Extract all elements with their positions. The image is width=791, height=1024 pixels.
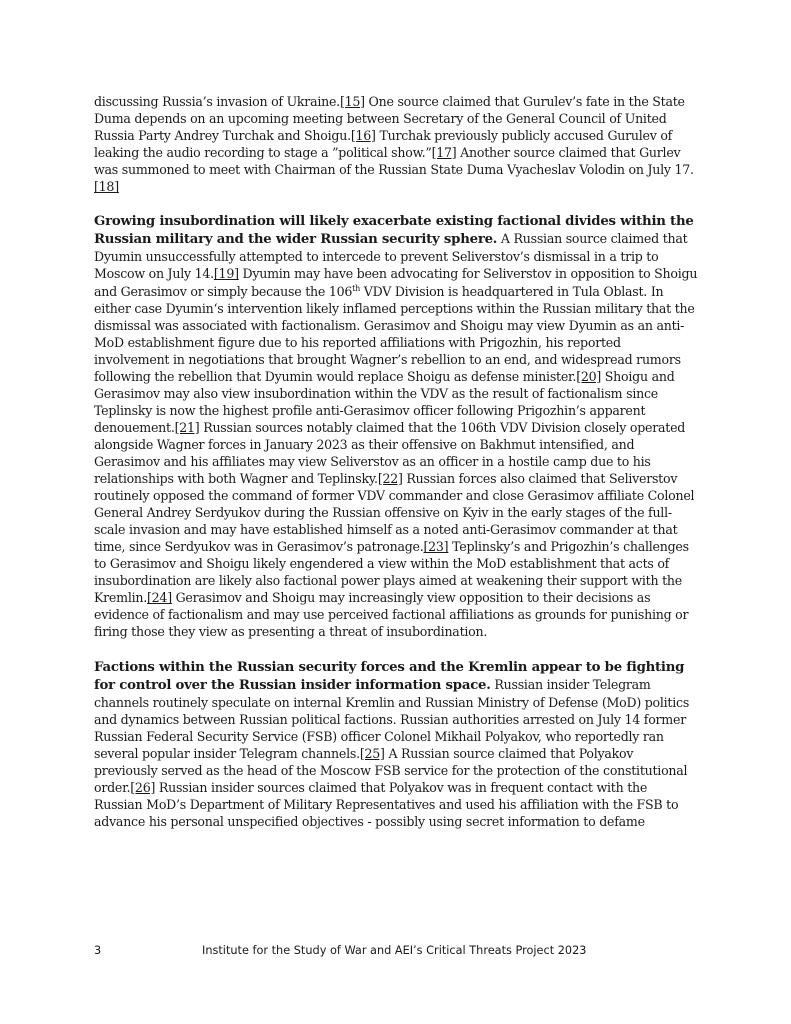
footnote-link[interactable]: [19] — [213, 266, 239, 282]
body-text: A Russian source claimed that Dyumin unsuccessfully attempted to intercede to prevent Seliverstov’s dismissal in a trip to Moscow on July 14. — [94, 231, 688, 282]
footnote-link[interactable]: [16] — [350, 128, 376, 144]
body-text: Russian insider sources claimed that Polyakov was in frequent contact with the Russian MoD’s Department of Military Representatives and used his affiliation with the FSB to advance his personal unspecified objectives - possibly using secret information to defame — [94, 779, 679, 829]
footnote-link[interactable]: [26] — [130, 779, 156, 795]
footnote-link[interactable]: [21] — [174, 419, 200, 435]
document-body — [94, 93, 698, 847]
body-text: One source claimed that Gurulev’s fate in the State Duma depends on an upcoming meeting between Secretary of the General Council of United Russia Party Andrey Turchak and Shoigu. — [94, 94, 685, 144]
footnote-link[interactable]: [15] — [339, 94, 365, 109]
paragraph — [94, 658, 698, 830]
footnote-link[interactable]: [22] — [377, 471, 403, 487]
footnote-link[interactable]: [24] — [147, 590, 172, 606]
paragraph-lead-sentence: Growing insubordination will likely exacerbate existing factional divides within the Russian military and the wider Russian security sphere. — [94, 214, 694, 248]
footnote-link[interactable]: [18] — [94, 179, 119, 195]
footnote-link[interactable]: [23] — [423, 539, 449, 555]
paragraph-lead-sentence: Factions within the Russian security forces and the Kremlin appear to be fighting for control over the Russian insider information space. — [94, 659, 685, 693]
body-text: Teplinsky’s and Prigozhin’s challenges to Gerasimov and Shoigu likely engendered a view within the MoD establishment that acts of insubordination are likely also factional power plays aimed at weakening their support with the Kremlin. — [94, 539, 689, 606]
page-number: 3 — [94, 944, 102, 957]
body-text: A Russian source claimed that Polyakov previously served as the head of the Moscow FSB service for the protection of the constitutional order. — [94, 745, 688, 795]
footnote-link[interactable]: [20] — [576, 368, 602, 384]
paragraph — [94, 93, 698, 195]
body-text: Gerasimov and Shoigu may increasingly view opposition to their decisions as evidence of factionalism and may use perceived factional affiliations as grounds for punishing or firing those they view as presenting a threat of insubordination. — [94, 590, 689, 640]
body-text: Another source claimed that Gurlev was summoned to meet with Chairman of the Russian State Duma Vyacheslav Volodin on July 17. — [94, 145, 694, 178]
body-text: Russian forces also claimed that Seliverstov routinely opposed the command of former VDV commander and close Gerasimov affiliate Colonel General Andrey Serdyukov during the Russian offensive on Kyiv in the early stages of the full-scale invasion and may have established himself as a noted anti-Gerasimov commander at that time, since Serdyukov was in Gerasimov’s patronage. — [94, 471, 695, 555]
footer-organization: Institute for the Study of War and AEI’s Critical Threats Project 2023 — [202, 944, 587, 957]
body-text: Russian insider Telegram channels routinely speculate on internal Kremlin and Russian Ministry of Defense (MoD) politics and dynamics between Russian political factions. Russian authorities arrested on July 14 former Russian Federal Security Service (FSB) officer Colonel Mikhail Polyakov, who reportedly ran several popular insider Telegram channels. — [94, 676, 690, 761]
body-text: Dyumin may have been advocating for Seliverstov in opposition to Shoigu and Gerasimov or simply because the 106 — [94, 266, 698, 299]
footnote-link[interactable]: [25] — [359, 745, 385, 761]
ordinal-superscript: th — [352, 283, 361, 293]
body-text: discussing Russia’s invasion of Ukraine. — [94, 94, 340, 109]
body-text: Shoigu and Gerasimov may also view insubordination within the VDV as the result of factionalism since Teplinsky is now the highest profile anti-Gerasimov officer following Prigozhin’s apparent denouement. — [94, 368, 675, 435]
body-text: VDV Division is headquartered in Tula Oblast. In either case Dyumin‘s intervention likely inflamed perceptions within the Russian military that the dismissal was associated with factionalism. Gerasimov and Shoigu may view Dyumin as an anti-MoD establishment figure due to his reported affiliations with Prigozhin, his reported involvement in negotiations that brought Wagner’s rebellion to an end, and widespread rumors following the rebellion that Dyumin would replace Shoigu as defense minister. — [94, 283, 695, 384]
paragraph — [94, 212, 698, 640]
footnote-link[interactable]: [17] — [431, 145, 457, 161]
body-text: Turchak previously publicly accused Gurulev of leaking the audio recording to stage a ”political show.” — [94, 128, 673, 161]
body-text: Russian sources notably claimed that the 106th VDV Division closely operated alongside Wagner forces in January 2023 as their offensive on Bakhmut intensified, and Gerasimov and his affiliates may view Seliverstov as an officer in a hostile camp due to his relationships with both Wagner and Teplinsky. — [94, 419, 686, 487]
